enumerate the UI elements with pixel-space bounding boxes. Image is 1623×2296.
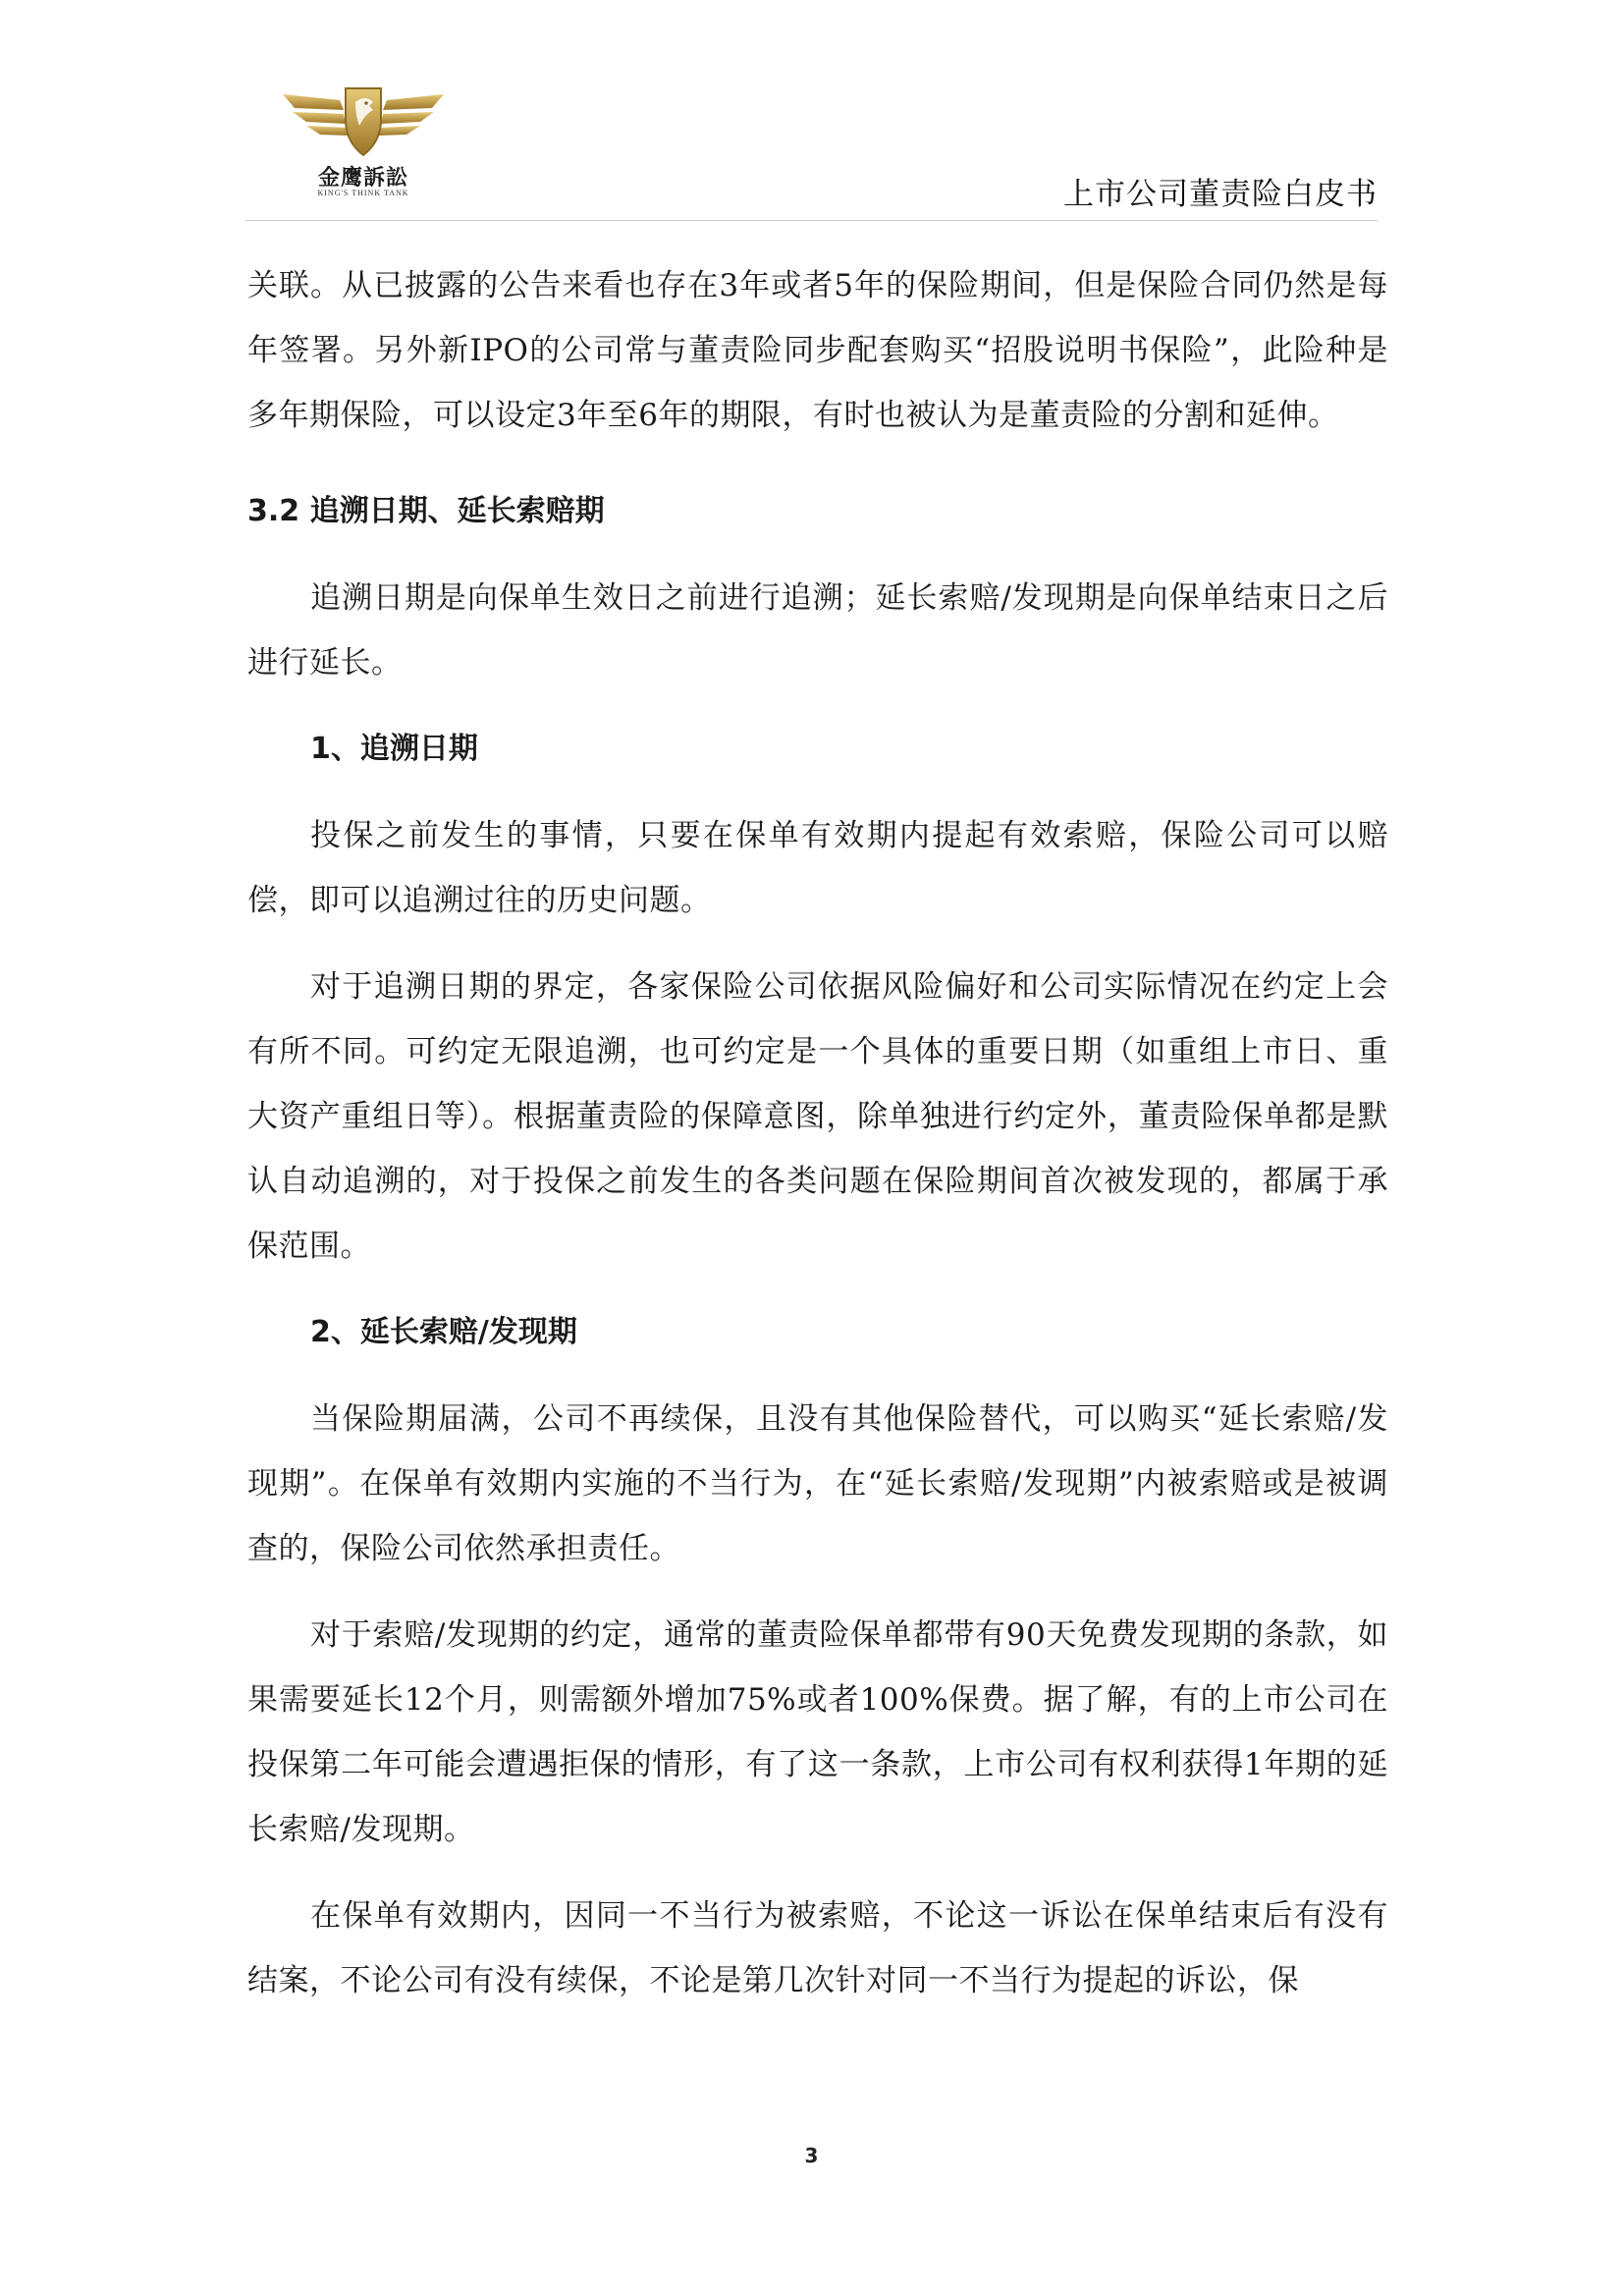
subsection-heading-1: 1、追溯日期: [310, 732, 478, 766]
subsection-1-paragraph-1: 投保之前发生的事情，只要在保单有效期内提起有效索赔，保险公司可以赔偿，即可以追溯过往的历史问题。: [247, 818, 1388, 918]
section-heading: 3.2 追溯日期、延长索赔期: [247, 494, 605, 528]
header-divider: [245, 220, 1378, 221]
eagle-shield-icon: [275, 81, 452, 159]
subsection-1-paragraph-2: 对于追溯日期的界定，各家保险公司依据风险偏好和公司实际情况在约定上会有所不同。可约定无限追溯，也可约定是一个具体的重要日期（如重组上市日、重大资产重组日等）。根据董责险的保障意图，除单独进行约定外，董责险保单都是默认自动追溯的，对于投保之前发生的各类问题在保险期间首次被发现的，都属于承保范围。: [247, 969, 1388, 1264]
page-number: 3: [804, 2144, 819, 2167]
subsection-2-paragraph-2: 对于索赔/发现期的约定，通常的董责险保单都带有90天免费发现期的条款，如果需要延长12个月，则需额外增加75%或者100%保费。据了解，有的上市公司在投保第二年可能会遭遇拒保的情形，有了这一条款，上市公司有权利获得1年期的延长索赔/发现期。: [247, 1617, 1388, 1847]
company-logo: [275, 81, 452, 196]
subsection-2-paragraph-3: 在保单有效期内，因同一不当行为被索赔，不论这一诉讼在保单结束后有没有结案，不论公司有没有续保，不论是第几次针对同一不当行为提起的诉讼，保: [247, 1898, 1388, 1998]
logo-subtitle: KING'S THINK TANK: [317, 189, 409, 197]
section-intro-paragraph: 追溯日期是向保单生效日之前进行追溯；延长索赔/发现期是向保单结束日之后进行延长。: [247, 580, 1388, 681]
logo-name: 金鹰訴訟: [317, 166, 408, 191]
subsection-2-paragraph-1: 当保险期届满，公司不再续保，且没有其他保险替代，可以购买“延长索赔/发现期”。在保单有效期内实施的不当行为，在“延长索赔/发现期”内被索赔或是被调查的，保险公司依然承担责任。: [247, 1401, 1388, 1566]
document-header-title: 上市公司董责险白皮书: [1063, 177, 1378, 212]
subsection-heading-2: 2、延长索赔/发现期: [310, 1315, 577, 1349]
page-content: [247, 253, 1388, 2013]
intro-paragraph: 关联。从已披露的公告来看也存在3年或者5年的保险期间，但是保险合同仍然是每年签署。另外新IPO的公司常与董责险同步配套购买“招股说明书保险”，此险种是多年期保险，可以设定3年至6年的期限，有时也被认为是董责险的分割和延伸。: [247, 268, 1388, 433]
